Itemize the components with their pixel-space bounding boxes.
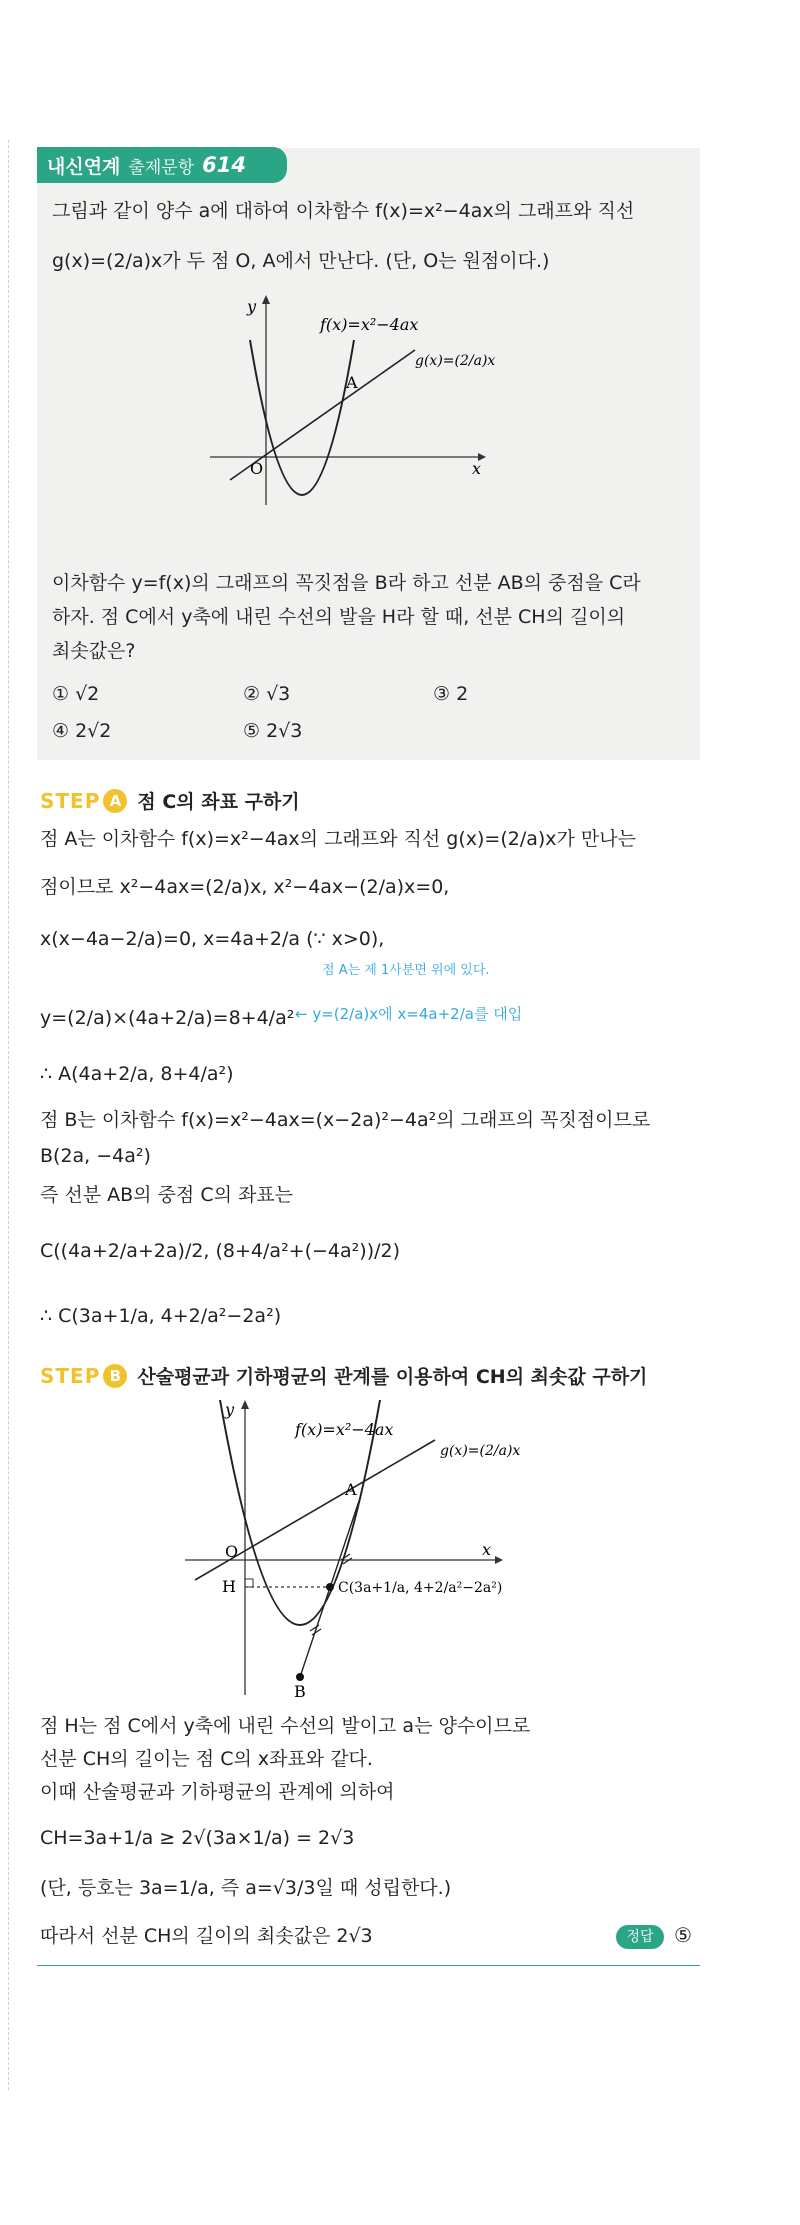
footer-rule xyxy=(37,1965,700,1966)
choice-1[interactable]: ① √2 xyxy=(52,683,100,705)
step-b-heading xyxy=(40,1362,647,1389)
choice-2[interactable]: ② √3 xyxy=(243,683,291,705)
step-b-word: STEP xyxy=(40,1363,101,1388)
point-o-label: O xyxy=(250,459,264,478)
step-a-line-7: B(2a, −4a²) xyxy=(40,1145,151,1167)
step-a-line-9: C((4a+2/a+2a)/2, (8+4/a²+(−4a²))/2) xyxy=(40,1240,401,1262)
step-a-heading xyxy=(40,787,300,814)
question-line-1: 이차함수 y=f(x)의 그래프의 꼭짓점을 B라 하고 선분 AB의 중점을 C라 xyxy=(52,572,641,594)
answer-label: 정답 xyxy=(616,1925,664,1949)
y-axis-label: y xyxy=(247,297,257,316)
step-a-line-10: ∴ C(3a+1/a, 4+2/a²−2a²) xyxy=(40,1305,282,1327)
right-angle-mark xyxy=(245,1579,253,1587)
step-a-title: 점 C의 좌표 구하기 xyxy=(137,791,300,813)
step-a-line-3: x(x−4a−2/a)=0, x=4a+2/a (∵ x>0), xyxy=(40,928,385,950)
step-a-line-1: 점 A는 이차함수 f(x)=x²−4ax의 그래프와 직선 g(x)=(2/a)x가 만나는 xyxy=(40,828,636,850)
tick-mark-2 xyxy=(343,1558,352,1564)
badge-label: 내신연계 xyxy=(47,155,121,178)
x-axis-label: x xyxy=(482,1540,492,1559)
margin-rule xyxy=(8,140,9,2090)
x-axis-arrow xyxy=(495,1556,503,1564)
point-c xyxy=(326,1583,334,1591)
problem-line-1: 그림과 같이 양수 a에 대하여 이차함수 f(x)=x²−4ax의 그래프와 직선 xyxy=(52,200,635,222)
problem-line-2: g(x)=(2/a)x가 두 점 O, A에서 만난다. (단, O는 원점이다.) xyxy=(52,250,550,272)
point-a-label: A xyxy=(346,373,358,392)
choice-4[interactable]: ④ 2√2 xyxy=(52,720,112,742)
answer-value: ⑤ xyxy=(674,1923,692,1947)
step-a-letter: A xyxy=(103,789,127,813)
label-g: g(x)=(2/a)x xyxy=(440,1443,521,1459)
label-f: f(x)=x²−4ax xyxy=(320,315,419,334)
step-a-line-5: ∴ A(4a+2/a, 8+4/a²) xyxy=(40,1063,234,1085)
y-axis-arrow xyxy=(262,295,270,304)
y-axis-arrow xyxy=(241,1400,249,1409)
point-b xyxy=(296,1673,304,1681)
point-h-label: H xyxy=(222,1577,236,1596)
choice-3[interactable]: ③ 2 xyxy=(433,683,469,705)
step-b-line-3: 이때 산술평균과 기하평균의 관계에 의하여 xyxy=(40,1781,395,1803)
problem-graph xyxy=(200,290,500,520)
badge-sub: 출제문항 xyxy=(128,157,195,178)
tick-mark-3 xyxy=(310,1625,319,1631)
point-b-label: B xyxy=(294,1682,306,1701)
choice-5[interactable]: ⑤ 2√3 xyxy=(243,720,303,742)
step-b-line-1: 점 H는 점 C에서 y축에 내린 수선의 발이고 a는 양수이므로 xyxy=(40,1715,531,1737)
step-b-line-4: CH=3a+1/a ≥ 2√(3a×1/a) = 2√3 xyxy=(40,1827,355,1849)
x-axis-label: x xyxy=(472,459,482,478)
step-a-line-6: 점 B는 이차함수 f(x)=x²−4ax=(x−2a)²−4a²의 그래프의 꼭짓점이므로 xyxy=(40,1109,651,1131)
step-a-line-8: 즉 선분 AB의 중점 C의 좌표는 xyxy=(40,1184,294,1206)
step-b-letter: B xyxy=(103,1364,127,1388)
point-c-label: C(3a+1/a, 4+2/a²−2a²) xyxy=(338,1580,503,1596)
label-f: f(x)=x²−4ax xyxy=(295,1420,394,1439)
step-a-note-1: 점 A는 제 1사분면 위에 있다. xyxy=(322,963,490,978)
y-axis-label: y xyxy=(225,1400,235,1419)
step-a-word: STEP xyxy=(40,788,101,813)
solution-graph xyxy=(170,1395,570,1705)
point-a-label: A xyxy=(345,1480,357,1499)
point-o-label: O xyxy=(225,1542,239,1561)
problem-number: 614 xyxy=(202,153,246,177)
step-a-note-2: ← y=(2/a)x에 x=4a+2/a를 대입 xyxy=(295,1005,523,1023)
step-a-line-2: 점이므로 x²−4ax=(2/a)x, x²−4ax−(2/a)x=0, xyxy=(40,876,450,898)
problem-badge xyxy=(37,147,287,183)
question-line-3: 최솟값은? xyxy=(52,640,136,662)
step-b-line-6: 따라서 선분 CH의 길이의 최솟값은 2√3 xyxy=(40,1925,373,1947)
step-b-title: 산술평균과 기하평균의 관계를 이용하여 CH의 최솟값 구하기 xyxy=(137,1366,648,1388)
step-b-line-2: 선분 CH의 길이는 점 C의 x좌표와 같다. xyxy=(40,1748,373,1770)
step-a-line-4: y=(2/a)×(4a+2/a)=8+4/a² xyxy=(40,1007,295,1029)
step-b-line-5: (단, 등호는 3a=1/a, 즉 a=√3/3일 때 성립한다.) xyxy=(40,1877,452,1899)
label-g: g(x)=(2/a)x xyxy=(415,353,496,369)
question-line-2: 하자. 점 C에서 y축에 내린 수선의 발을 H라 할 때, 선분 CH의 길이의 xyxy=(52,606,626,628)
